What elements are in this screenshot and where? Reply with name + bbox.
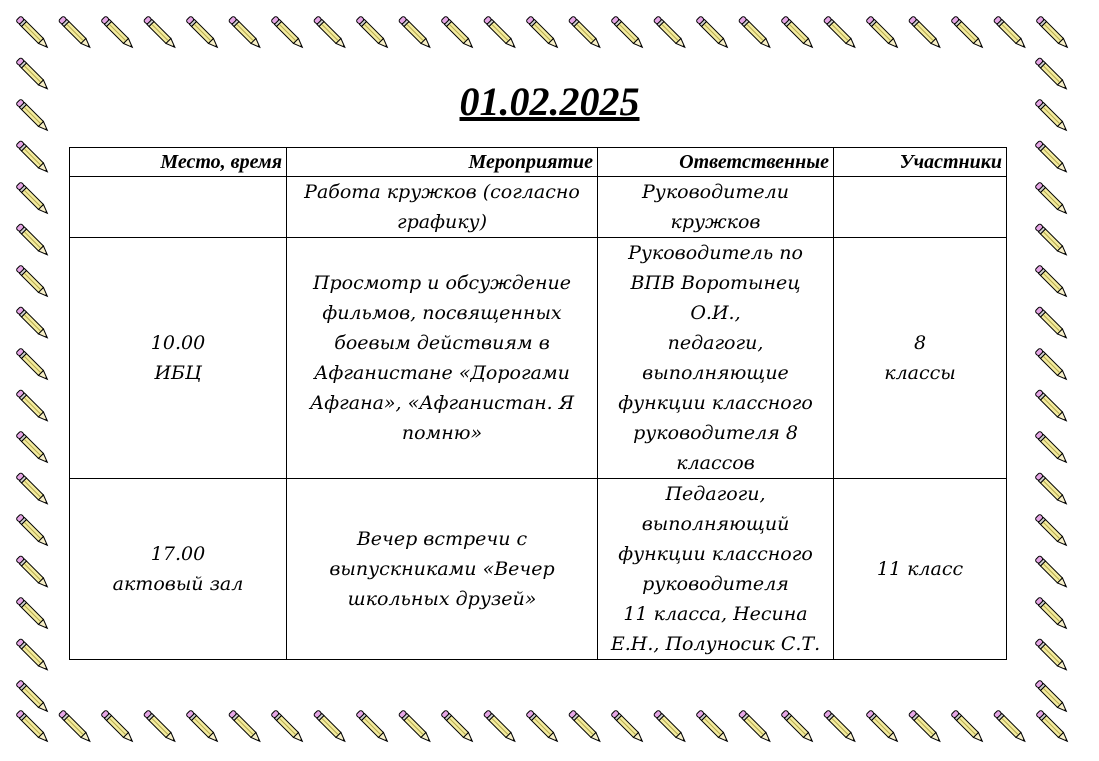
pencil-icon	[16, 710, 50, 744]
pencil-icon	[16, 16, 50, 50]
pencil-icon	[526, 16, 560, 50]
pencil-icon	[696, 16, 730, 50]
pencil-icon	[356, 16, 390, 50]
pencil-icon	[101, 710, 135, 744]
cell-responsible: Руководитель по ВПВ Воротынец О.И., педагоги, выполняющие функции классного руководителя 8 классов	[598, 238, 834, 479]
pencil-icon	[1035, 597, 1069, 631]
pencil-icon	[441, 710, 475, 744]
pencil-icon	[1035, 265, 1069, 299]
cell-participants: 8 классы	[834, 238, 1007, 479]
pencil-icon	[738, 16, 772, 50]
pencil-icon	[1035, 514, 1069, 548]
pencil-icon	[16, 140, 50, 174]
pencil-icon	[16, 306, 50, 340]
pencil-icon	[16, 182, 50, 216]
pencil-icon	[1035, 306, 1069, 340]
pencil-icon	[568, 16, 602, 50]
pencil-icon	[696, 710, 730, 744]
cell-responsible: Руководители кружков	[598, 177, 834, 238]
pencil-icon	[653, 710, 687, 744]
pencil-icon	[866, 710, 900, 744]
pencil-icon	[1035, 223, 1069, 257]
pencil-icon	[271, 710, 305, 744]
pencil-icon	[908, 710, 942, 744]
pencil-icon	[1035, 472, 1069, 506]
pencil-icon	[16, 555, 50, 589]
pencil-icon	[16, 680, 50, 714]
pencil-icon	[313, 16, 347, 50]
pencil-icon	[823, 710, 857, 744]
pencil-icon	[16, 597, 50, 631]
pencil-icon	[993, 16, 1027, 50]
pencil-icon	[143, 710, 177, 744]
pencil-icon	[271, 16, 305, 50]
cell-responsible: Педагоги, выполняющий функции классного руководителя 11 класса, Несина Е.Н., Полуносик С.Т.	[598, 479, 834, 660]
pencil-icon	[738, 710, 772, 744]
pencil-icon	[398, 710, 432, 744]
pencil-icon	[143, 16, 177, 50]
pencil-icon	[16, 389, 50, 423]
pencil-icon	[781, 710, 815, 744]
pencil-icon	[228, 710, 262, 744]
pencil-icon	[1035, 680, 1069, 714]
pencil-icon	[1035, 555, 1069, 589]
pencil-icon	[951, 710, 985, 744]
pencil-icon	[1036, 16, 1070, 50]
pencil-icon	[16, 265, 50, 299]
pencil-icon	[611, 16, 645, 50]
header-participants: Участники	[834, 148, 1007, 177]
cell-place-time: 17.00 актовый зал	[70, 479, 287, 660]
table-row	[70, 177, 1007, 238]
pencil-icon	[568, 710, 602, 744]
pencil-icon	[993, 710, 1027, 744]
pencil-icon	[58, 710, 92, 744]
table-row	[70, 238, 1007, 479]
pencil-icon	[356, 710, 390, 744]
pencil-icon	[653, 16, 687, 50]
table-header-row	[70, 148, 1007, 177]
header-event: Мероприятие	[287, 148, 598, 177]
pencil-icon	[1035, 182, 1069, 216]
pencil-icon	[16, 431, 50, 465]
pencil-icon	[1036, 710, 1070, 744]
cell-place-time	[70, 177, 287, 238]
pencil-icon	[781, 16, 815, 50]
pencil-icon	[526, 710, 560, 744]
pencil-icon	[1035, 638, 1069, 672]
cell-participants: 11 класс	[834, 479, 1007, 660]
pencil-icon	[101, 16, 135, 50]
page-title: 01.02.2025	[459, 79, 640, 124]
pencil-icon	[1035, 389, 1069, 423]
pencil-icon	[16, 472, 50, 506]
pencil-icon	[398, 16, 432, 50]
header-place-time: Место, время	[70, 148, 287, 177]
pencil-icon	[1035, 140, 1069, 174]
pencil-icon	[228, 16, 262, 50]
pencil-icon	[441, 16, 475, 50]
cell-participants	[834, 177, 1007, 238]
pencil-icon	[58, 16, 92, 50]
cell-event: Вечер встречи с выпускниками «Вечер школьных друзей»	[287, 479, 598, 660]
pencil-icon	[16, 638, 50, 672]
pencil-icon	[823, 16, 857, 50]
pencil-icon	[16, 348, 50, 382]
pencil-icon	[483, 16, 517, 50]
pencil-icon	[313, 710, 347, 744]
cell-event: Работа кружков (согласно графику)	[287, 177, 598, 238]
table-row	[70, 479, 1007, 660]
pencil-icon	[951, 16, 985, 50]
pencil-icon	[908, 16, 942, 50]
schedule-table	[69, 147, 1007, 660]
pencil-icon	[866, 16, 900, 50]
pencil-icon	[16, 223, 50, 257]
pencil-icon	[16, 514, 50, 548]
cell-place-time: 10.00 ИБЦ	[70, 238, 287, 479]
cell-event: Просмотр и обсуждение фильмов, посвященных боевым действиям в Афганистане «Дорогами Афгана», «Афганистан. Я помню»	[287, 238, 598, 479]
pencil-icon	[483, 710, 517, 744]
pencil-icon	[186, 16, 220, 50]
pencil-icon	[1035, 431, 1069, 465]
pencil-icon	[186, 710, 220, 744]
pencil-icon	[1035, 348, 1069, 382]
pencil-icon	[611, 710, 645, 744]
header-responsible: Ответственные	[598, 148, 834, 177]
